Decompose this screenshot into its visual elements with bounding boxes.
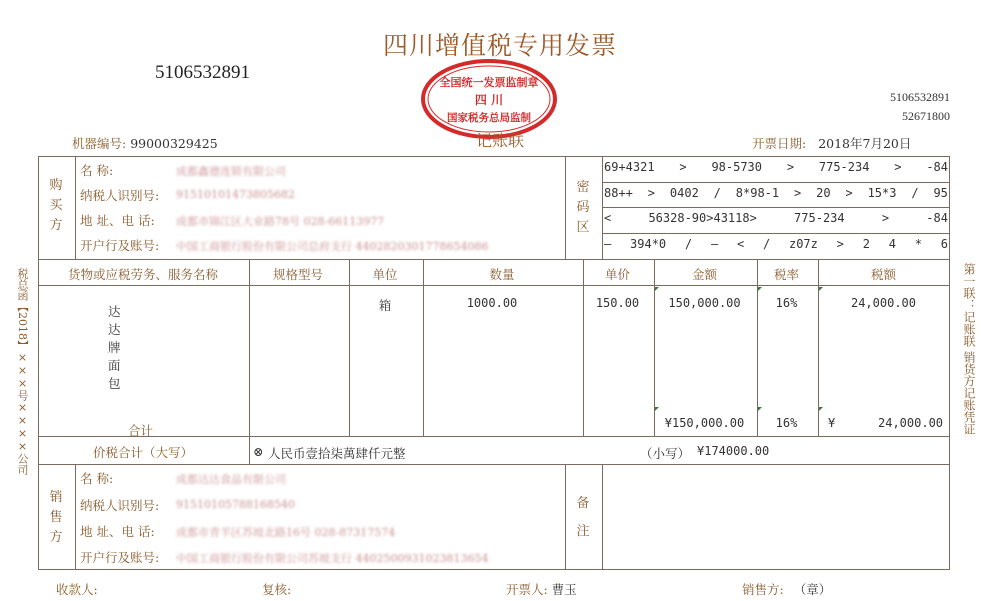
buyer-address: 成都市锦江区大业路78号 028-66113977: [176, 215, 385, 228]
cipher-token: /: [684, 237, 693, 251]
cipher-token: >: [794, 186, 802, 200]
cipher-row-1: [604, 160, 948, 174]
approval-text: 税总函【2018】×××号××××公司: [16, 268, 29, 475]
col-header-unit: 单位: [372, 267, 398, 282]
payee: [56, 580, 98, 598]
invoice-title: 四川增值税专用发票: [382, 31, 617, 60]
grand-total-lower-label: （小写）: [640, 446, 691, 461]
total-rate: 16%: [775, 416, 798, 430]
cipher-row-2: [604, 186, 948, 200]
issue-date: [752, 134, 911, 152]
seller-name-label: 名 称:: [80, 471, 114, 486]
total-amount: ¥150,000.00: [664, 416, 745, 430]
remarks-label: 备注: [576, 496, 590, 539]
grand-total-upper-symbol: ⊗: [253, 444, 264, 459]
buyer-tax-id-label: 纳税人识别号:: [80, 188, 160, 203]
cipher-token: 88++: [604, 186, 633, 200]
cipher-token: 775-234: [818, 160, 870, 174]
cipher-token: 95: [933, 186, 948, 200]
invoice-code-large: 5106532891: [155, 62, 250, 83]
seller-section-label: 销售方: [49, 490, 63, 545]
cipher-token: -84: [926, 160, 948, 174]
item-unit: 箱: [378, 298, 392, 313]
cipher-token: /: [762, 237, 771, 251]
seller-address: 成都市青羊区苏坡北路16号 028-87317574: [176, 526, 396, 539]
cipher-token: 69+4321: [604, 160, 655, 174]
seller-seal-value: （章）: [793, 582, 832, 597]
seller-seal-label: 销售方:: [742, 582, 784, 597]
seller-seal: [742, 580, 831, 598]
seal-line-3: 国家税务总局监制: [447, 112, 531, 124]
seller-tax-id-label: 纳税人识别号:: [80, 498, 160, 513]
machine-number-value: 99000329425: [130, 136, 218, 151]
payee-label: 收款人:: [56, 582, 98, 597]
col-header-amount: 金额: [691, 267, 717, 282]
cipher-token: >: [786, 160, 795, 174]
cipher-token: 6: [940, 237, 948, 251]
buyer-bank-label: 开户行及账号:: [80, 238, 160, 253]
seller-bank: 中国工商银行股份有限公司苏坡支行 4402500931023813654: [176, 552, 489, 565]
cipher-token: >: [679, 160, 687, 174]
seller-name: 成都达达食品有限公司: [176, 473, 286, 486]
buyer-tax-id: 91510101473805682: [176, 188, 295, 201]
col-header-qty: 数量: [489, 267, 515, 282]
cipher-token: /: [911, 186, 919, 200]
seller-bank-label: 开户行及账号:: [80, 550, 160, 565]
issue-date-value: 2018年7月20日: [818, 136, 912, 151]
item-name: 达达牌面包: [108, 304, 121, 391]
cipher-token: >: [845, 186, 853, 200]
cipher-token: 20: [816, 186, 831, 200]
cipher-token: *: [914, 237, 922, 251]
drawer: [506, 580, 577, 598]
col-header-price: 单价: [604, 267, 630, 282]
item-amount: 150,000.00: [668, 296, 741, 310]
invoice-code: 5106532891: [890, 90, 950, 104]
seal-line-1: 全国统一发票监制章: [439, 76, 539, 89]
cipher-token: >: [881, 211, 890, 225]
copy-description: 第一联：记账联 销货方记账凭证: [962, 263, 976, 435]
copy-label: 记账联: [475, 131, 524, 150]
cipher-token: <: [604, 211, 612, 225]
machine-number: [72, 134, 218, 152]
seal-line-2: 四 川: [474, 93, 504, 107]
invoice-number: 52671800: [902, 109, 950, 123]
cipher-token: 775-234: [794, 211, 845, 225]
grand-total-lower: ¥174000.00: [697, 444, 770, 458]
grand-total-upper: 人民币壹拾柒萬肆仟元整: [268, 446, 406, 461]
cipher-token: /: [713, 186, 721, 200]
machine-number-label: 机器编号:: [72, 136, 127, 151]
seller-address-label: 地 址、电 话:: [80, 524, 155, 539]
invoice-code-block: [890, 88, 950, 126]
cipher-token: <: [736, 237, 745, 251]
drawer-value: 曹玉: [551, 582, 577, 597]
total-tax: 24,000.00: [878, 416, 944, 430]
buyer-name-label: 名 称:: [80, 163, 114, 178]
item-price: 150.00: [595, 296, 640, 310]
buyer-address-label: 地 址、电 话:: [80, 213, 155, 228]
cipher-token: —: [710, 237, 719, 251]
col-header-name: 货物或应税劳务、服务名称: [67, 267, 218, 282]
col-header-tax: 税额: [870, 267, 896, 282]
cipher-token: -84: [926, 211, 948, 225]
cipher-token: 0402: [669, 186, 699, 200]
cipher-token: 4: [888, 237, 896, 251]
col-header-spec: 规格型号: [272, 267, 323, 282]
total-label: 合计: [128, 423, 154, 438]
item-rate: 16%: [775, 296, 798, 310]
cipher-token: >: [836, 237, 844, 251]
reviewer: [262, 580, 291, 598]
col-header-rate: 税率: [773, 267, 799, 282]
cipher-token: z07z: [788, 237, 818, 251]
buyer-bank: 中国工商银行股份有限公司总府支行 4402820301778654086: [176, 240, 489, 253]
cipher-token: —: [604, 237, 612, 251]
cipher-token: 56328-90>43118>: [648, 211, 757, 225]
cipher-row-4: [604, 237, 948, 251]
cipher-row-3: [604, 211, 948, 225]
issue-date-label: 开票日期:: [752, 136, 807, 151]
cipher-token: 394*0: [630, 237, 667, 251]
cipher-token: >: [894, 160, 902, 174]
reviewer-label: 复核:: [262, 582, 292, 597]
grand-total-label: 价税合计（大写）: [92, 445, 193, 460]
cipher-token: 98-5730: [711, 160, 763, 174]
item-qty: 1000.00: [466, 296, 518, 310]
cipher-token: 2: [862, 237, 870, 251]
seller-tax-id: 91510105788168540: [176, 498, 295, 511]
cipher-token: 8*98-1: [735, 186, 780, 200]
item-tax: 24,000.00: [850, 296, 917, 310]
cipher-token: >: [647, 186, 656, 200]
total-tax-symbol: ¥: [828, 416, 836, 430]
cipher-area-label: 密码区: [576, 180, 590, 235]
buyer-name: 成都鑫德连锁有限公司: [176, 165, 286, 178]
buyer-section-label: 购买方: [49, 178, 63, 233]
cipher-token: 15*3: [867, 186, 897, 200]
drawer-label: 开票人:: [506, 582, 548, 597]
